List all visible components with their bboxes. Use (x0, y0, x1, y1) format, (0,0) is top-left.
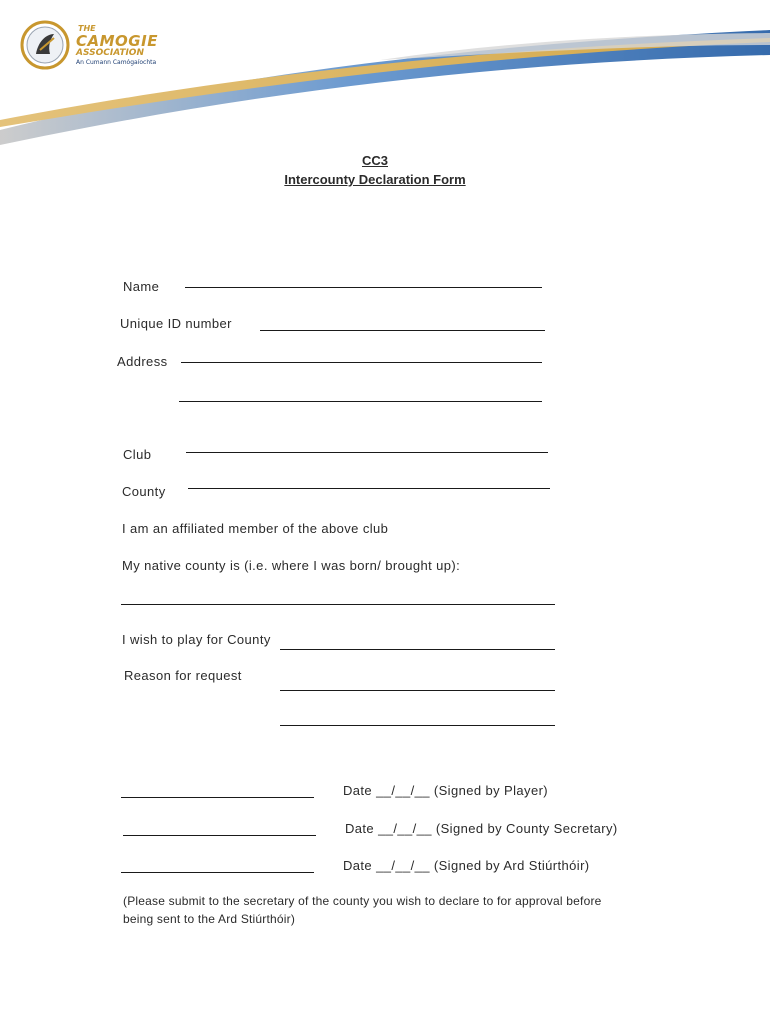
player-signature-line[interactable] (121, 797, 314, 798)
logo-text-the: THE (78, 24, 96, 33)
reason-label: Reason for request (124, 668, 242, 683)
name-label: Name (123, 279, 160, 294)
county-field-line[interactable] (188, 488, 550, 489)
club-field-line[interactable] (186, 452, 548, 453)
footer-note-line-2: being sent to the Ard Stiúrthóir) (123, 912, 296, 926)
form-code: CC3 (361, 153, 388, 168)
ard-stiurthoir-signature-line[interactable] (121, 872, 314, 873)
ard-stiurthoir-signature-date: Date __/__/__ (Signed by Ard Stiúrthóir) (343, 858, 590, 873)
address-field-line-1[interactable] (181, 362, 542, 363)
form-title: Intercounty Declaration Form (284, 172, 466, 187)
form-title-block (0, 153, 750, 187)
footer-note-line-1: (Please submit to the secretary of the county you wish to declare to for approval before (123, 894, 602, 908)
native-county-label: My native county is (i.e. where I was born/ brought up): (122, 558, 461, 573)
county-secretary-signature-line[interactable] (123, 835, 316, 836)
reason-field-line-2[interactable] (280, 725, 555, 726)
logo-text-irish: An Cumann Camógaíochta (76, 59, 157, 66)
reason-field-line-1[interactable] (280, 690, 555, 691)
header-swoosh (0, 0, 770, 160)
county-label: County (122, 484, 166, 499)
club-label: Club (123, 447, 152, 462)
logo-text-association: ASSOCIATION (76, 48, 144, 58)
player-signature-date: Date __/__/__ (Signed by Player) (343, 783, 549, 798)
county-secretary-signature-date: Date __/__/__ (Signed by County Secretary) (345, 821, 618, 836)
address-field-line-2[interactable] (179, 401, 542, 402)
unique-id-field-line[interactable] (260, 330, 545, 331)
name-field-line[interactable] (185, 287, 542, 288)
logo-text-camogie: CAMOGIE (76, 32, 158, 50)
logo-emblem (20, 20, 70, 70)
unique-id-label: Unique ID number (120, 316, 232, 331)
wish-county-field-line[interactable] (280, 649, 555, 650)
wish-county-label: I wish to play for County (122, 632, 271, 647)
affiliation-statement: I am an affiliated member of the above club (122, 521, 389, 536)
native-county-field-line[interactable] (121, 604, 555, 605)
address-label: Address (117, 354, 168, 369)
